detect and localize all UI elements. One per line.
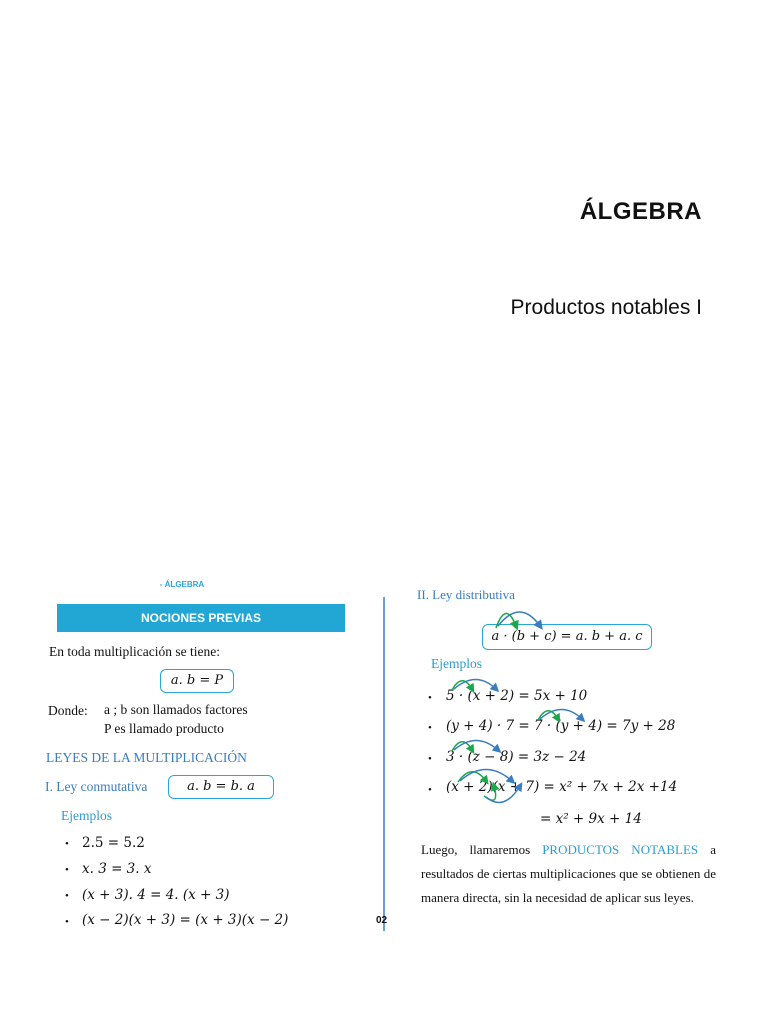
left-example-1: 2.5 = 5.2 bbox=[82, 835, 145, 851]
bullet: • bbox=[428, 722, 432, 734]
bullet: • bbox=[428, 692, 432, 704]
paragraph-text-end: a resultados de ciertas multiplicaciones que se obtienen de manera directa, sin la necesidad de aplicar sus leyes. bbox=[421, 842, 716, 905]
bullet: • bbox=[65, 916, 69, 928]
law1-formula: a. b = b. a bbox=[168, 775, 274, 799]
column-divider bbox=[383, 597, 385, 931]
law1-label: I. Ley conmutativa bbox=[45, 779, 148, 794]
right-example-4-line-2: = x² + 9x + 14 bbox=[540, 811, 642, 827]
header-label: - ÁLGEBRA bbox=[159, 580, 205, 589]
intro-text: En toda multiplicación se tiene: bbox=[49, 644, 220, 659]
paragraph-highlight: PRODUCTOS NOTABLES bbox=[542, 842, 699, 857]
cover-title: ÁLGEBRA bbox=[579, 198, 702, 225]
products-notables-paragraph bbox=[421, 838, 716, 910]
bullet: • bbox=[428, 784, 432, 796]
bullet: • bbox=[65, 890, 69, 902]
cover-subtitle: Productos notables I bbox=[510, 296, 702, 319]
product-formula: a. b = P bbox=[160, 669, 234, 693]
laws-heading: LEYES DE LA MULTIPLICACIÓN bbox=[46, 750, 247, 765]
right-examples-label: Ejemplos bbox=[431, 656, 482, 671]
right-example-2: (y + 4) · 7 = 7 · (y + 4) = 7y + 28 bbox=[446, 718, 676, 734]
left-example-4: (x − 2)(x + 3) = (x + 3)(x − 2) bbox=[82, 912, 289, 928]
left-example-3: (x + 3). 4 = 4. (x + 3) bbox=[82, 887, 230, 903]
donde-label: Donde: bbox=[48, 703, 88, 718]
page-number: 02 bbox=[376, 915, 388, 926]
right-example-4: (x + 2)(x + 7) = x² + 7x + 2x +14 bbox=[446, 779, 678, 795]
section-title: NOCIONES PREVIAS bbox=[57, 604, 345, 632]
left-example-2: x. 3 = 3. x bbox=[82, 861, 152, 877]
law2-formula: a · (b + c) = a. b + a. c bbox=[482, 624, 652, 650]
law2-label: II. Ley distributiva bbox=[417, 587, 515, 602]
paragraph-text-start: Luego, llamaremos bbox=[421, 842, 543, 857]
bullet: • bbox=[65, 838, 69, 850]
bullet: • bbox=[428, 753, 432, 765]
right-example-1: 5 · (x + 2) = 5x + 10 bbox=[446, 688, 588, 704]
right-example-3: 3 · (z − 8) = 3z − 24 bbox=[446, 749, 587, 765]
bullet: • bbox=[65, 864, 69, 876]
donde-line-2: P es llamado producto bbox=[104, 721, 224, 736]
left-examples-label: Ejemplos bbox=[61, 808, 112, 823]
donde-line-1: a ; b son llamados factores bbox=[104, 702, 248, 717]
